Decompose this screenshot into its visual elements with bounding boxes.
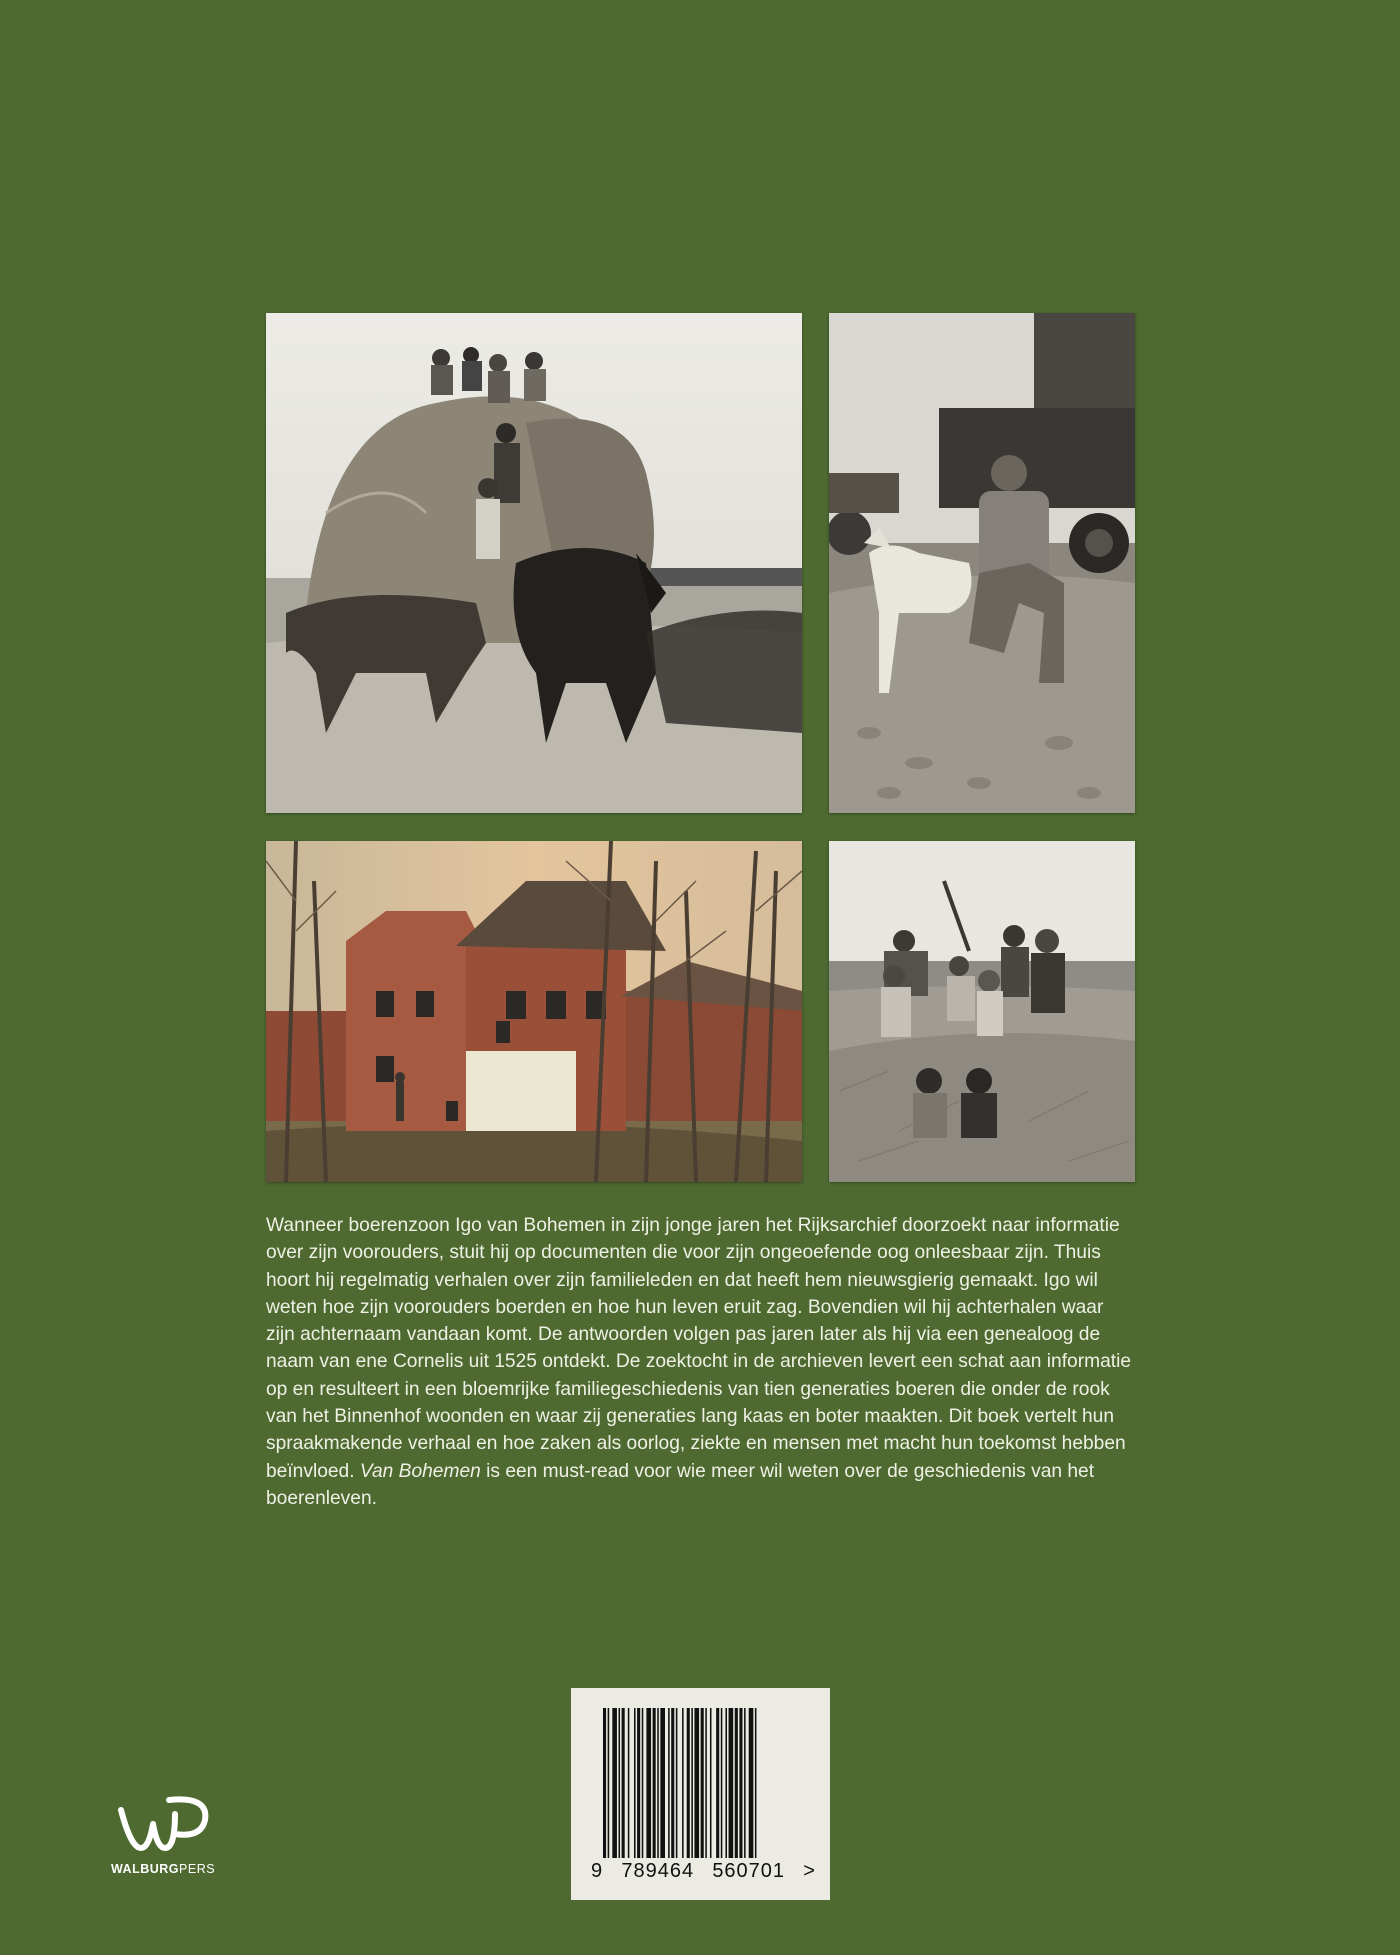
blurb-text-part1: Wanneer boerenzoon Igo van Bohemen in zijn jonge jaren het Rijksarchief doorzoekt naar informatie over zijn voorouders, stuit hij op documenten die voor zijn ongeoefende oog onleesbaar zijn. Thuis hoort hij regelmatig verhalen over zijn familieleden en dat heeft hem nieuwsgierig gemaakt. Igo wil weten hoe zijn voorouders boerden en hoe hun leven eruit zag. Bovendien wil hij achterhalen waar zijn achternaam vandaan komt. De antwoorden volgen pas jaren later als hij via een genealoog de naam van ene Cornelis uit 1525 ontdekt. De zoektocht in de archieven levert een schat aan informatie op en resulteert in een bloemrijke familiegeschiedenis van tien generaties boeren die onder de rook van het Binnenhof woonden en waar zij generaties lang kaas en boter maakten. Dit boek vertelt hun spraakmakende verhaal en hoe zaken als oorlog, ziekte en mensen met macht hun toekomst hebben beïnvloed. — [266, 1215, 1132, 1482]
boy-with-goat-photo — [829, 313, 1135, 813]
publisher-logo — [104, 1794, 222, 1874]
walburg-pers-logo-icon — [113, 1794, 213, 1858]
blurb-text-part2: is een must-read voor wie meer wil weten over de geschiedenis van het boerenleven. — [266, 1460, 1095, 1509]
family-on-haystack-photo — [829, 841, 1135, 1182]
farmhouse-painting — [266, 841, 802, 1182]
barcode-bars — [603, 1708, 803, 1858]
hay-wagon-horses-children-photo — [266, 313, 802, 813]
publisher-name: WALBURGPERS — [110, 1862, 216, 1876]
back-cover-blurb — [266, 1212, 1136, 1512]
isbn-group-2: 560701 — [712, 1860, 786, 1882]
book-title-italic: Van Bohemen — [359, 1460, 481, 1482]
isbn-first-digit: 9 — [591, 1860, 604, 1882]
isbn-arrow: > — [803, 1860, 816, 1882]
isbn-barcode — [571, 1688, 830, 1900]
isbn-group-1: 789464 — [621, 1860, 695, 1882]
isbn-number — [571, 1860, 830, 1883]
